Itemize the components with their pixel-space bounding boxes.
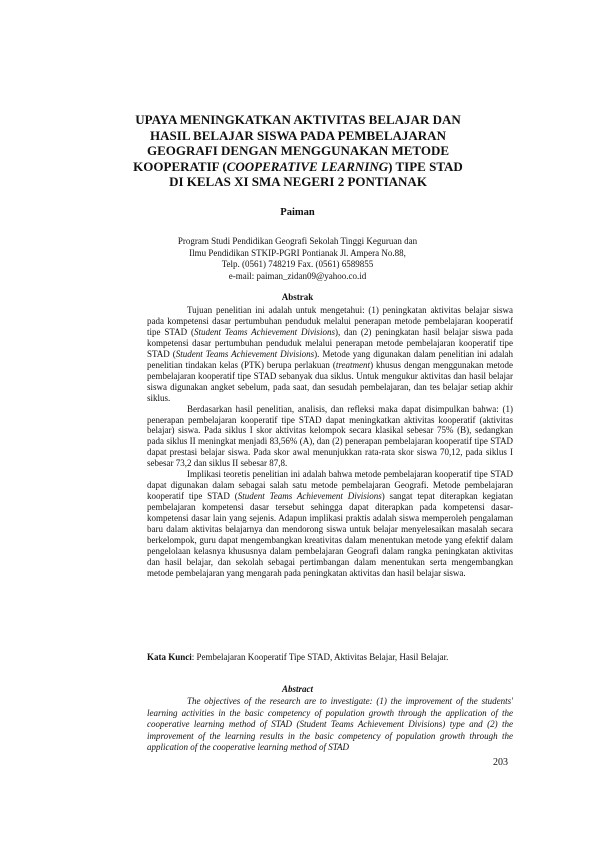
affiliation-line: Telp. (0561) 748219 Fax. (0561) 6589855 (221, 259, 374, 270)
keywords (147, 652, 513, 662)
keywords-label: Kata Kunci (147, 652, 192, 662)
affiliation (150, 236, 445, 282)
keywords-text: : Pembelajaran Kooperatif Tipe STAD, Aktivitas Belajar, Hasil Belajar. (191, 652, 449, 662)
title-line: GEOGRAFI DENGAN MENGGUNAKAN METODE (146, 143, 450, 159)
abstract-paragraph: The objectives of the research are to investigate: (1) the improvement of the students' learning activities in the basic competency of population growth through the application of the cooperative learning method of STAD (Student Teams Achievement Divisions) type and (2) the improvement of the learning results in the basic competency of population growth through the application of the cooperative learning method of STAD (147, 696, 513, 753)
title-line: UPAYA MENINGKATKAN AKTIVITAS BELAJAR DAN (135, 112, 461, 127)
affiliation-line: Program Studi Pendidikan Geografi Sekolah Tinggi Keguruan dan (177, 236, 418, 246)
title-line: KOOPERATIF (COOPERATIVE LEARNING) TIPE STAD (133, 158, 463, 174)
abstract-heading: Abstract (281, 684, 313, 694)
author-name: Paiman (280, 207, 315, 218)
paper-title (118, 112, 478, 190)
abstrak-body (147, 305, 513, 579)
abstrak-paragraph: Berdasarkan hasil penelitian, analisis, dan refleksi maka dapat disimpulkan bahwa: (1) penerapan pembelajaran kooperatif tipe STAD dapat meningkatkan aktivitas kooperatif (aktivitas belajar) siswa. Pada siklus I skor aktivitas kelompok secara klasikal sebesar 75% (B), sedangkan pada siklus II meningkat menjadi 83,56% (A), dan (2) penerapan pembelajaran kooperatif tipe STAD dapat prestasi belajar siswa. Pada skor awal menunjukkan rata-rata skor siswa 70,12, pada siklus I sebesar 73,2 dan siklus II sebesar 87,8. (147, 403, 513, 469)
affiliation-email: e-mail: paiman_zidan09@yahoo.co.id (228, 270, 367, 281)
title-line: DI KELAS XI SMA NEGERI 2 PONTIANAK (169, 174, 427, 190)
abstract-body (147, 696, 513, 754)
abstrak-heading: Abstrak (281, 292, 314, 302)
abstrak-paragraph: Tujuan penelitian ini adalah untuk mengetahui: (1) peningkatan aktivitas belajar siswa pada kompetensi dasar pertumbuhan penduduk melalui penerapan metode pembelajaran kooperatif tipe STAD (Student Teams Achievement Divisions), dan (2) peningkatan hasil belajar siswa pada kompetensi dasar pertumbuhan penduduk melalui penerapan metode pembelajaran kooperatif tipe STAD (Student Teams Achievement Divisions). Metode yang digunakan dalam penelitian ini adalah penelitian tindakan kelas (PTK) berupa perlakuan (treatment) khusus dengan menggunakan metode pembelajaran kooperatif tipe STAD sebanyak dua siklus. Untuk mengukur aktivitas dan hasil belajar siswa digunakan angket sebelum, pada saat, dan sesudah pembelajaran, dan tes belajar setiap akhir siklus. (147, 305, 514, 403)
page-number: 203 (493, 757, 508, 768)
abstrak-paragraph: Implikasi teoretis penelitian ini adalah bahwa metode pembelajaran kooperatif tipe STAD dapat digunakan dalam sebagai salah satu metode pembelajaran Geografi. Metode pembelajaran kooperatif tipe STAD (Student Teams Achievement Divisions) sangat tepat diterapkan kegiatan pembelajaran kompetensi dasar tersebut sehingga dapat diterapkan pada kompetensi dasar-kompetensi dasar lain yang sejenis. Adapun implikasi praktis adalah siswa memperoleh pengalaman baru dalam aktivitas belajarnya dan mendorong siswa untuk belajar menyelesaikan masalah secara berkelompok, guru dapat mengembangkan kreativitas dalam menentukan metode yang efektif dalam pengelolaan kelasnya khususnya dalam pembelajaran Geografi dalam rangka peningkatan aktivitas dan hasil belajar, dan sekolah sebagai pertimbangan dalam menentukan serta mengembangkan metode pembelajaran yang mengarah pada peningkatan aktivitas dan hasil belajar siswa. (147, 469, 513, 578)
affiliation-line: Ilmu Pendidikan STKIP-PGRI Pontianak Jl. Ampera No.88, (189, 247, 406, 258)
title-line: HASIL BELAJAR SISWA PADA PEMBELAJARAN (150, 127, 446, 143)
